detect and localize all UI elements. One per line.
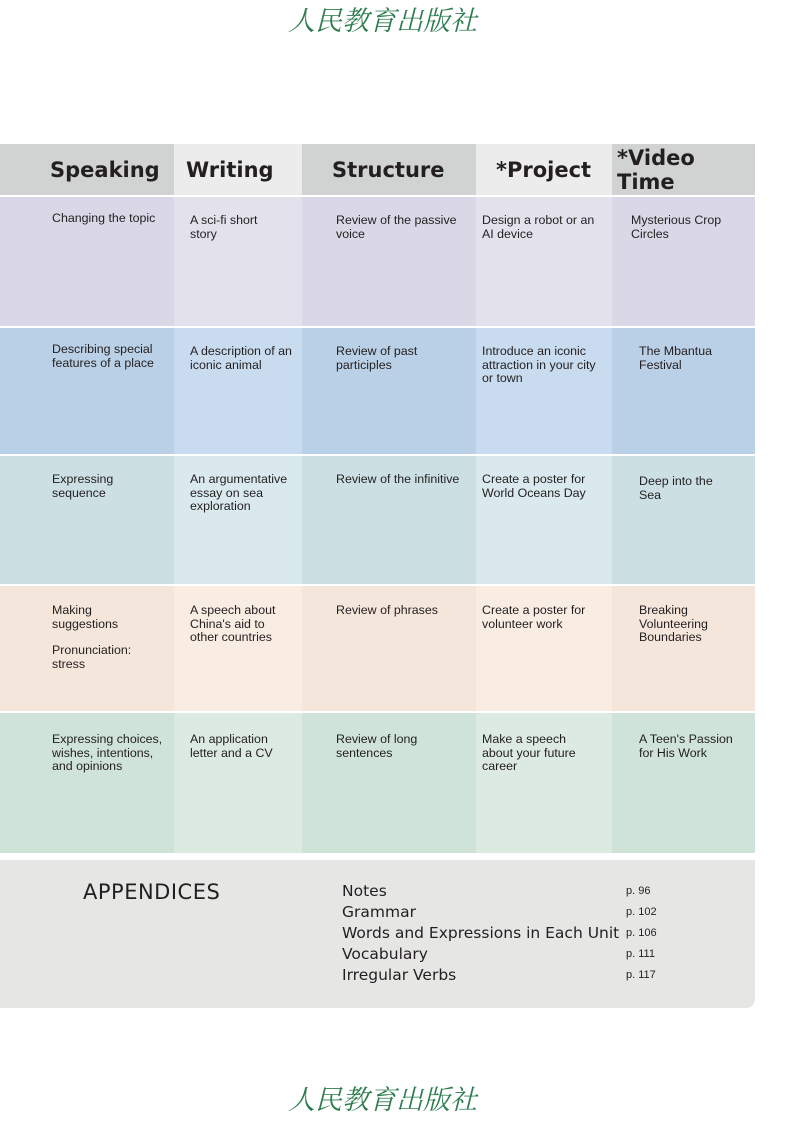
speaking-cell bbox=[0, 328, 174, 454]
header-project: *Project bbox=[476, 144, 612, 195]
project-cell: Design a robot or an AI device bbox=[476, 197, 612, 326]
publisher-logo-text: 人民教育出版社 bbox=[288, 6, 477, 36]
appendix-item-irregular-verbs[interactable]: Irregular Verbs bbox=[342, 966, 457, 984]
appendix-item-grammar[interactable]: Grammar bbox=[342, 903, 416, 921]
speaking-text: Making suggestions bbox=[52, 603, 119, 631]
writing-cell: A speech about China's aid to other countries bbox=[174, 586, 302, 711]
structure-cell: Review of phrases bbox=[302, 586, 476, 711]
appendices-title: APPENDICES bbox=[83, 880, 221, 904]
speaking-cell bbox=[0, 456, 174, 584]
header-structure: Structure bbox=[302, 144, 476, 195]
writing-cell: A sci-fi short story bbox=[174, 197, 302, 326]
appendix-item-vocabulary[interactable]: Vocabulary bbox=[342, 945, 428, 963]
publisher-logo-bottom bbox=[288, 1083, 508, 1115]
structure-cell: Review of past participles bbox=[302, 328, 476, 454]
table-row bbox=[0, 197, 755, 326]
page-number: p. 102 bbox=[626, 906, 657, 918]
project-cell: Create a poster for World Oceans Day bbox=[476, 456, 612, 584]
table-row bbox=[0, 328, 755, 454]
writing-cell: An application letter and a CV bbox=[174, 713, 302, 853]
page-number: p. 111 bbox=[626, 948, 655, 960]
speaking-cell bbox=[0, 713, 174, 853]
video-cell: The Mbantua Festival bbox=[612, 328, 755, 454]
appendices-list bbox=[342, 881, 619, 986]
speaking-text: Expressing choices, wishes, intentions, and opinions bbox=[52, 732, 163, 773]
page-number: p. 96 bbox=[626, 885, 651, 897]
appendices-page-numbers bbox=[626, 881, 657, 986]
speaking-text: Describing special features of a place bbox=[52, 342, 154, 370]
video-cell: A Teen's Passion for His Work bbox=[612, 713, 755, 853]
publisher-logo-text: 人民教育出版社 bbox=[288, 1085, 477, 1115]
page-number: p. 117 bbox=[626, 969, 656, 981]
video-cell: Mysterious Crop Circles bbox=[612, 197, 755, 326]
header-writing: Writing bbox=[174, 144, 302, 195]
appendix-item-notes[interactable]: Notes bbox=[342, 882, 387, 900]
video-cell: Deep into the Sea bbox=[612, 456, 755, 584]
table-row bbox=[0, 456, 755, 584]
appendix-item-words-expressions[interactable]: Words and Expressions in Each Unit bbox=[342, 924, 620, 942]
speaking-text-pronunciation: Pronunciation: stress bbox=[52, 643, 132, 671]
page-number: p. 106 bbox=[626, 927, 657, 939]
project-cell: Create a poster for volunteer work bbox=[476, 586, 612, 711]
publisher-logo-mark bbox=[288, 4, 508, 36]
publisher-logo-top bbox=[288, 4, 508, 36]
speaking-text: Changing the topic bbox=[52, 211, 156, 225]
project-cell: Introduce an iconic attraction in your city or town bbox=[476, 328, 612, 454]
structure-cell: Review of the passive voice bbox=[302, 197, 476, 326]
header-speaking: Speaking bbox=[0, 144, 174, 195]
speaking-cell bbox=[0, 586, 174, 711]
speaking-cell bbox=[0, 197, 174, 326]
table-header bbox=[0, 144, 755, 195]
project-cell: Make a speech about your future career bbox=[476, 713, 612, 853]
publisher-logo-mark bbox=[288, 1083, 508, 1115]
header-video-time: *Video Time bbox=[612, 144, 755, 195]
table-row bbox=[0, 713, 755, 853]
writing-cell: A description of an iconic animal bbox=[174, 328, 302, 454]
video-cell: Breaking Volunteering Boundaries bbox=[612, 586, 755, 711]
speaking-text: Expressing sequence bbox=[52, 472, 114, 500]
table-row bbox=[0, 586, 755, 711]
structure-cell: Review of long sentences bbox=[302, 713, 476, 853]
writing-cell: An argumentative essay on sea exploration bbox=[174, 456, 302, 584]
structure-cell: Review of the infinitive bbox=[302, 456, 476, 584]
appendices-panel bbox=[0, 860, 755, 1008]
